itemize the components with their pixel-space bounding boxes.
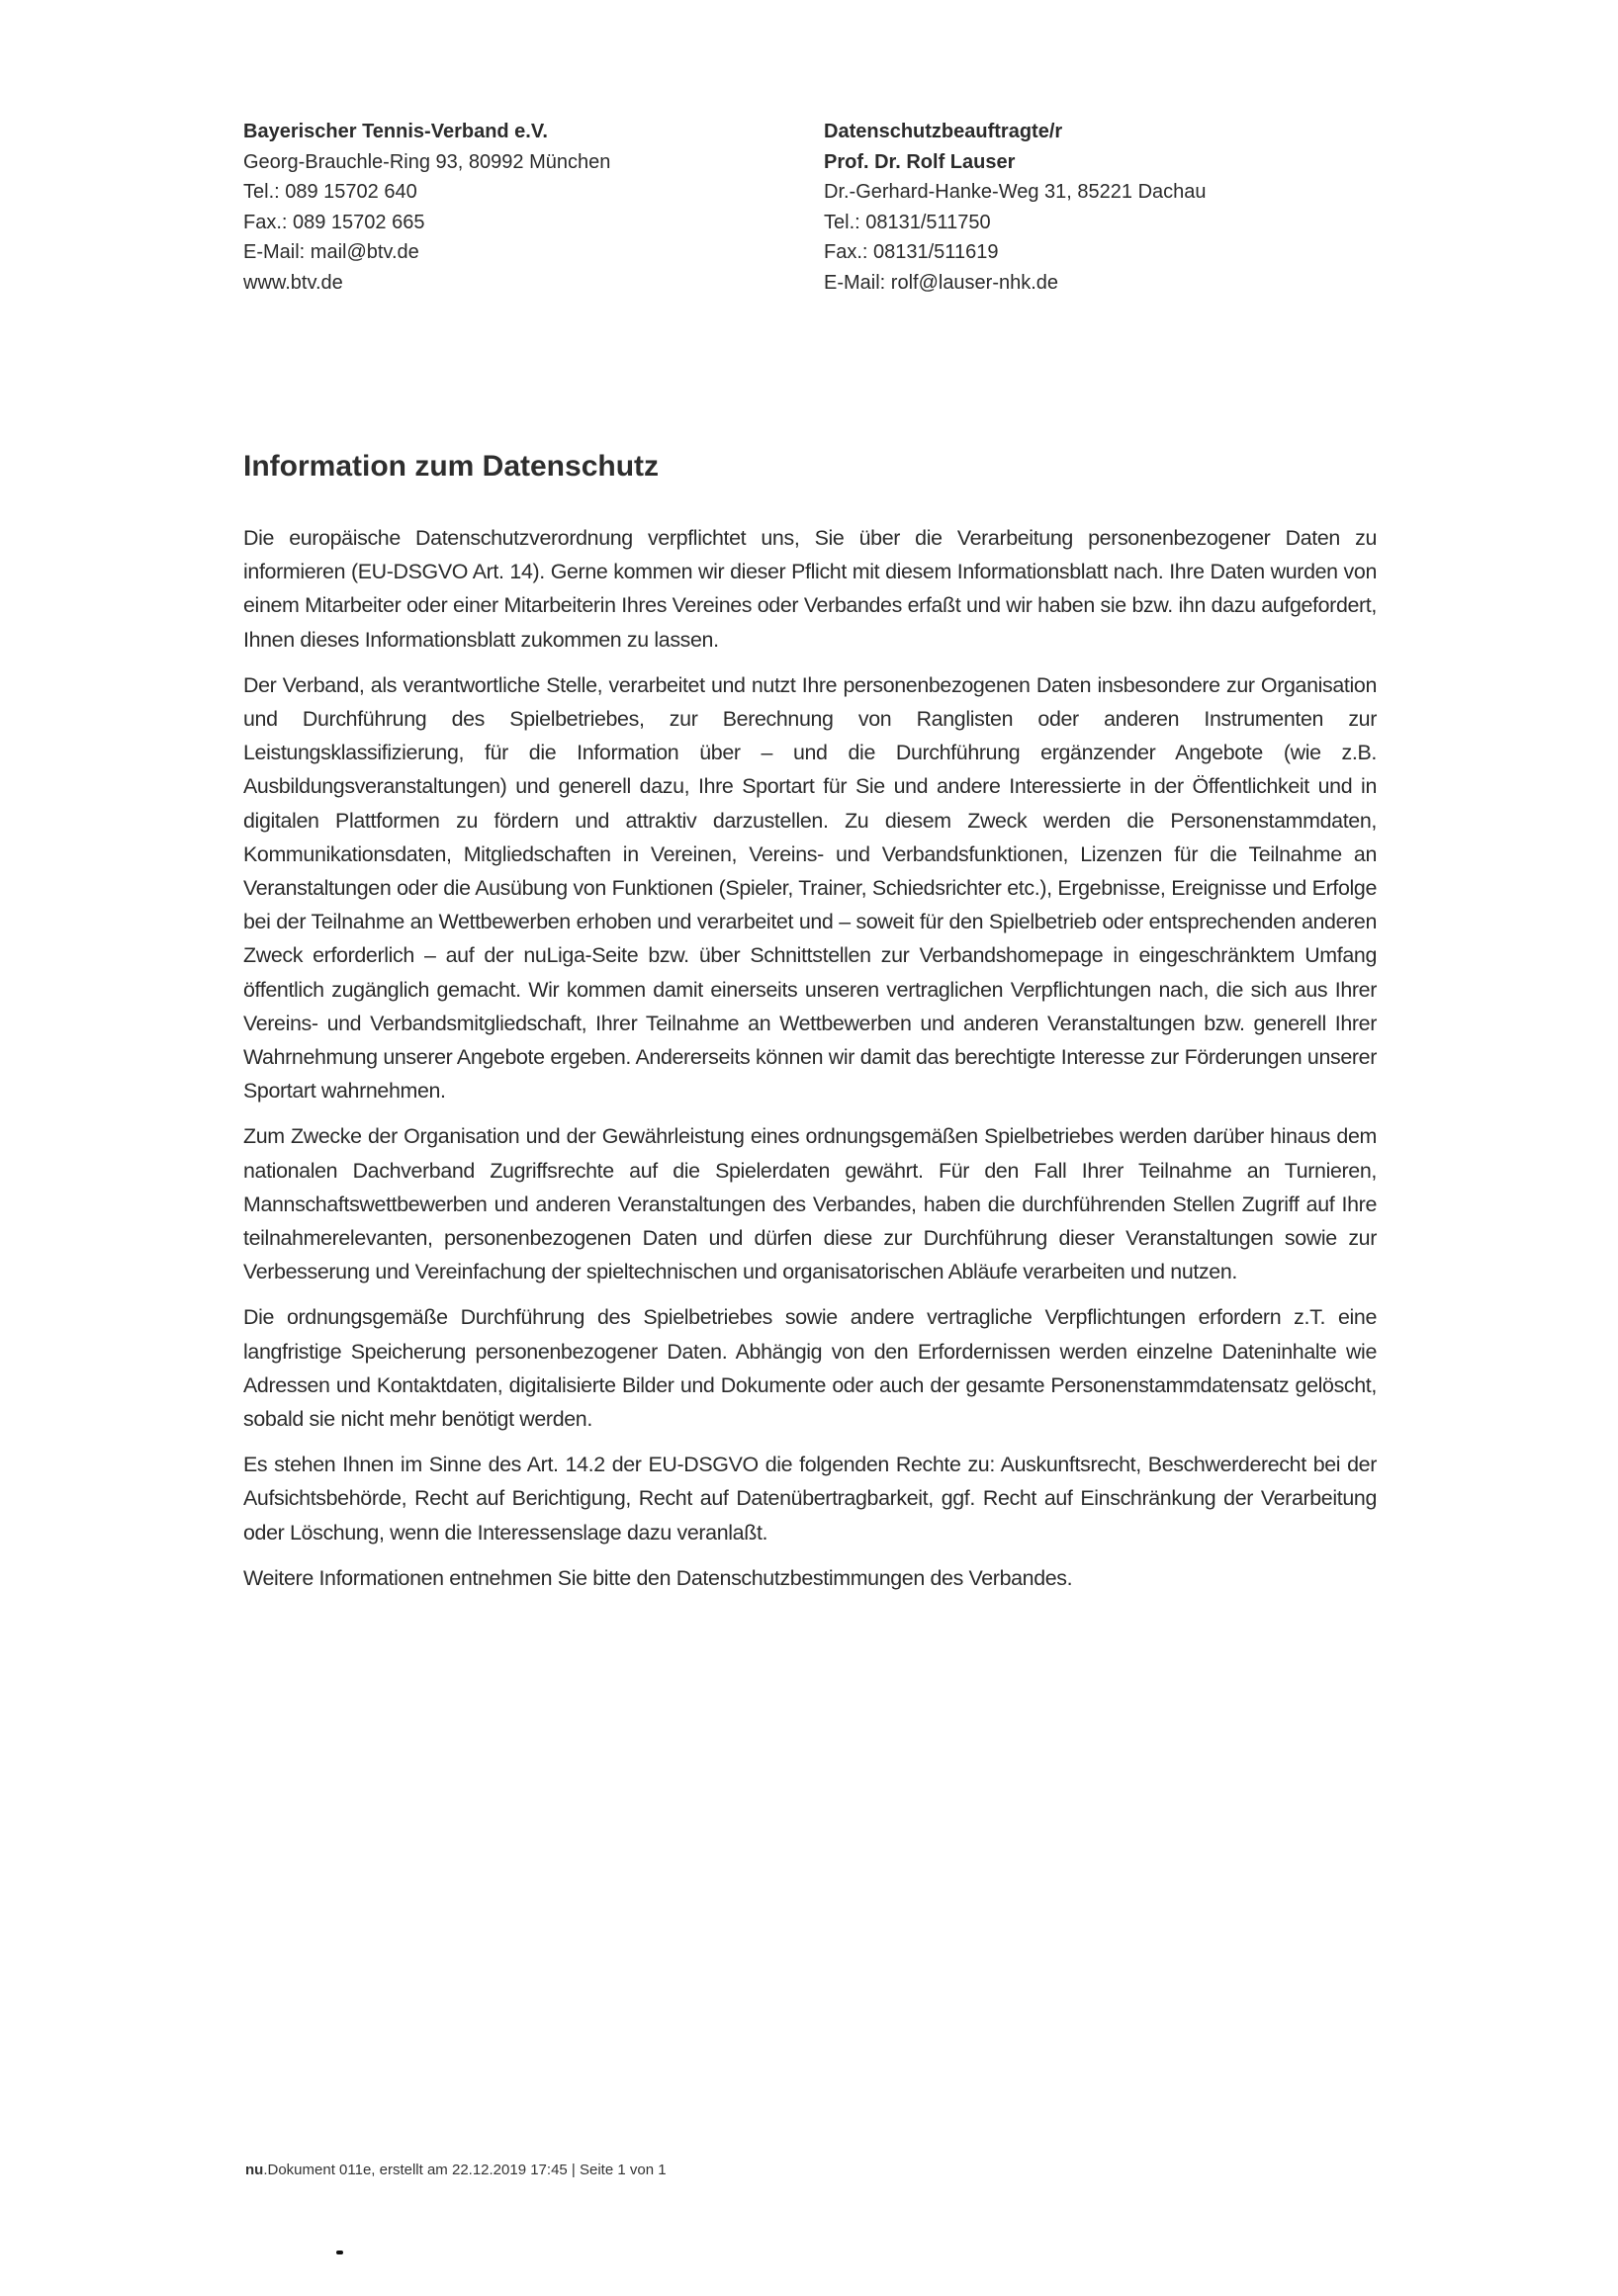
sender-tel: Tel.: 089 15702 640 xyxy=(243,181,417,203)
sender-address: Georg-Brauchle-Ring 93, 80992 München xyxy=(243,150,611,173)
sender-name: Bayerischer Tennis-Verband e.V. xyxy=(243,121,548,142)
page-footer xyxy=(245,2162,667,2178)
dpo-fax: Fax.: 08131/511619 xyxy=(824,241,999,263)
dpo-address: Dr.-Gerhard-Hanke-Weg 31, 85221 Dachau xyxy=(824,181,1207,203)
scan-speck xyxy=(336,2251,343,2254)
dpo-role: Datenschutzbeauftragte/r xyxy=(824,121,1063,142)
paragraph-processing-purpose: Der Verband, als verantwortliche Stelle, verarbeitet und nutzt Ihre personenbezogenen Daten insbesondere zur Organisation und Durchführung des Spielbetriebes, zur Berechnung von Ranglisten oder anderen Instrumenten zur Leistungsklassifizierung, für die Information über – und die Durchführung ergänzender Angebote (wie z.B. Ausbildungsveranstaltungen) und generell dazu, Ihre Sportart für Sie und andere Interessierte in der Öffentlichkeit und in digitalen Plattformen zu fördern und attraktiv darzustellen. Zu diesem Zweck werden die Personenstammdaten, Kommunikationsdaten, Mitgliedschaften in Vereinen, Vereins- und Verbandsfunktionen, Lizenzen für die Teilnahme an Veranstaltungen oder die Ausübung von Funktionen (Spieler, Trainer, Schiedsrichter etc.), Ergebnisse, Ereignisse und Erfolge bei der Teilnahme an Wettbewerben erhoben und verarbeitet und – soweit für den Spielbetrieb oder entsprechenden anderen Zweck erforderlich – auf der nuLiga-Seite bzw. über Schnittstellen zur Verbandshomepage in eingeschränktem Umfang öffentlich zugänglich gemacht. Wir kommen damit einerseits unseren vertraglichen Verpflichtungen nach, die sich aus Ihrer Vereins- und Verbandsmitgliedschaft, Ihrer Teilnahme an Wettbewerben und anderen Veranstaltungen bzw. generell Ihrer Wahrnehmung unserer Angebote ergeben. Andererseits können wir damit das berechtigte Interesse zur Förderungen unserer Sportart wahrnehmen. xyxy=(243,672,1377,1104)
paragraph-access-rights: Zum Zwecke der Organisation und der Gewährleistung eines ordnungsgemäßen Spielbetriebes werden darüber hinaus dem nationalen Dachverband Zugriffsrechte auf die Spielerdaten gewährt. Für den Fall Ihrer Teilnahme an Turnieren, Mannschaftswettbewerben und anderen Veranstaltungen des Verbandes, haben die durchführenden Stellen Zugriff auf Ihre teilnahmerelevanten, personenbezogenen Daten und dürfen diese zur Durchführung dieser Veranstaltungen sowie zur Verbesserung und Vereinfachung der spieltechnischen und organisatorischen Abläufe verarbeiten und nutzen. xyxy=(243,1124,1377,1284)
dpo-address-block xyxy=(824,117,1378,298)
sender-website: www.btv.de xyxy=(243,271,343,294)
paragraph-rights: Es stehen Ihnen im Sinne des Art. 14.2 der EU-DSGVO die folgenden Rechte zu: Auskunftsrecht, Beschwerderecht bei der Aufsichtsbehörde, Recht auf Berichtigung, Recht auf Datenübertragbarkeit, ggf. Recht auf Einschränkung der Verarbeitung oder Löschung, wenn die Interessenslage dazu veranlaßt. xyxy=(243,1453,1377,1545)
paragraph-intro: Die europäische Datenschutzverordnung verpflichtet uns, Sie über die Verarbeitung personenbezogener Daten zu informieren (EU-DSGVO Art. 14). Gerne kommen wir dieser Pflicht mit diesem Informationsblatt nach. Ihre Daten wurden von einem Mitarbeiter oder einer Mitarbeiterin Ihres Vereines oder Verbandes erfaßt und wir haben sie bzw. ihn dazu aufgefordert, Ihnen dieses Informationsblatt zukommen zu lassen. xyxy=(243,526,1377,652)
sender-address-block xyxy=(243,117,777,298)
footer-text: .Dokument 011e, erstellt am 22.12.2019 17:45 | Seite 1 von 1 xyxy=(263,2162,667,2178)
footer-brand: nu xyxy=(245,2162,264,2178)
document-title: Information zum Datenschutz xyxy=(243,450,660,483)
paragraph-further-info: Weitere Informationen entnehmen Sie bitte den Datenschutzbestimmungen des Verbandes. xyxy=(243,1565,1073,1590)
sender-fax: Fax.: 089 15702 665 xyxy=(243,211,425,233)
dpo-name: Prof. Dr. Rolf Lauser xyxy=(824,150,1016,173)
paragraph-storage: Die ordnungsgemäße Durchführung des Spielbetriebes sowie andere vertragliche Verpflichtungen erfordern z.T. eine langfristige Speicherung personenbezogener Daten. Abhängig von den Erfordernissen werden einzelne Dateninhalte wie Adressen und Kontaktdaten, digitalisierte Bilder und Dokumente oder auch der gesamte Personenstammdatensatz gelöscht, sobald sie nicht mehr benötigt werden. xyxy=(243,1305,1377,1432)
dpo-email: E-Mail: rolf@lauser-nhk.de xyxy=(824,271,1059,294)
sender-email: E-Mail: mail@btv.de xyxy=(243,241,419,263)
dpo-tel: Tel.: 08131/511750 xyxy=(824,211,991,233)
document-body xyxy=(243,521,1377,1607)
